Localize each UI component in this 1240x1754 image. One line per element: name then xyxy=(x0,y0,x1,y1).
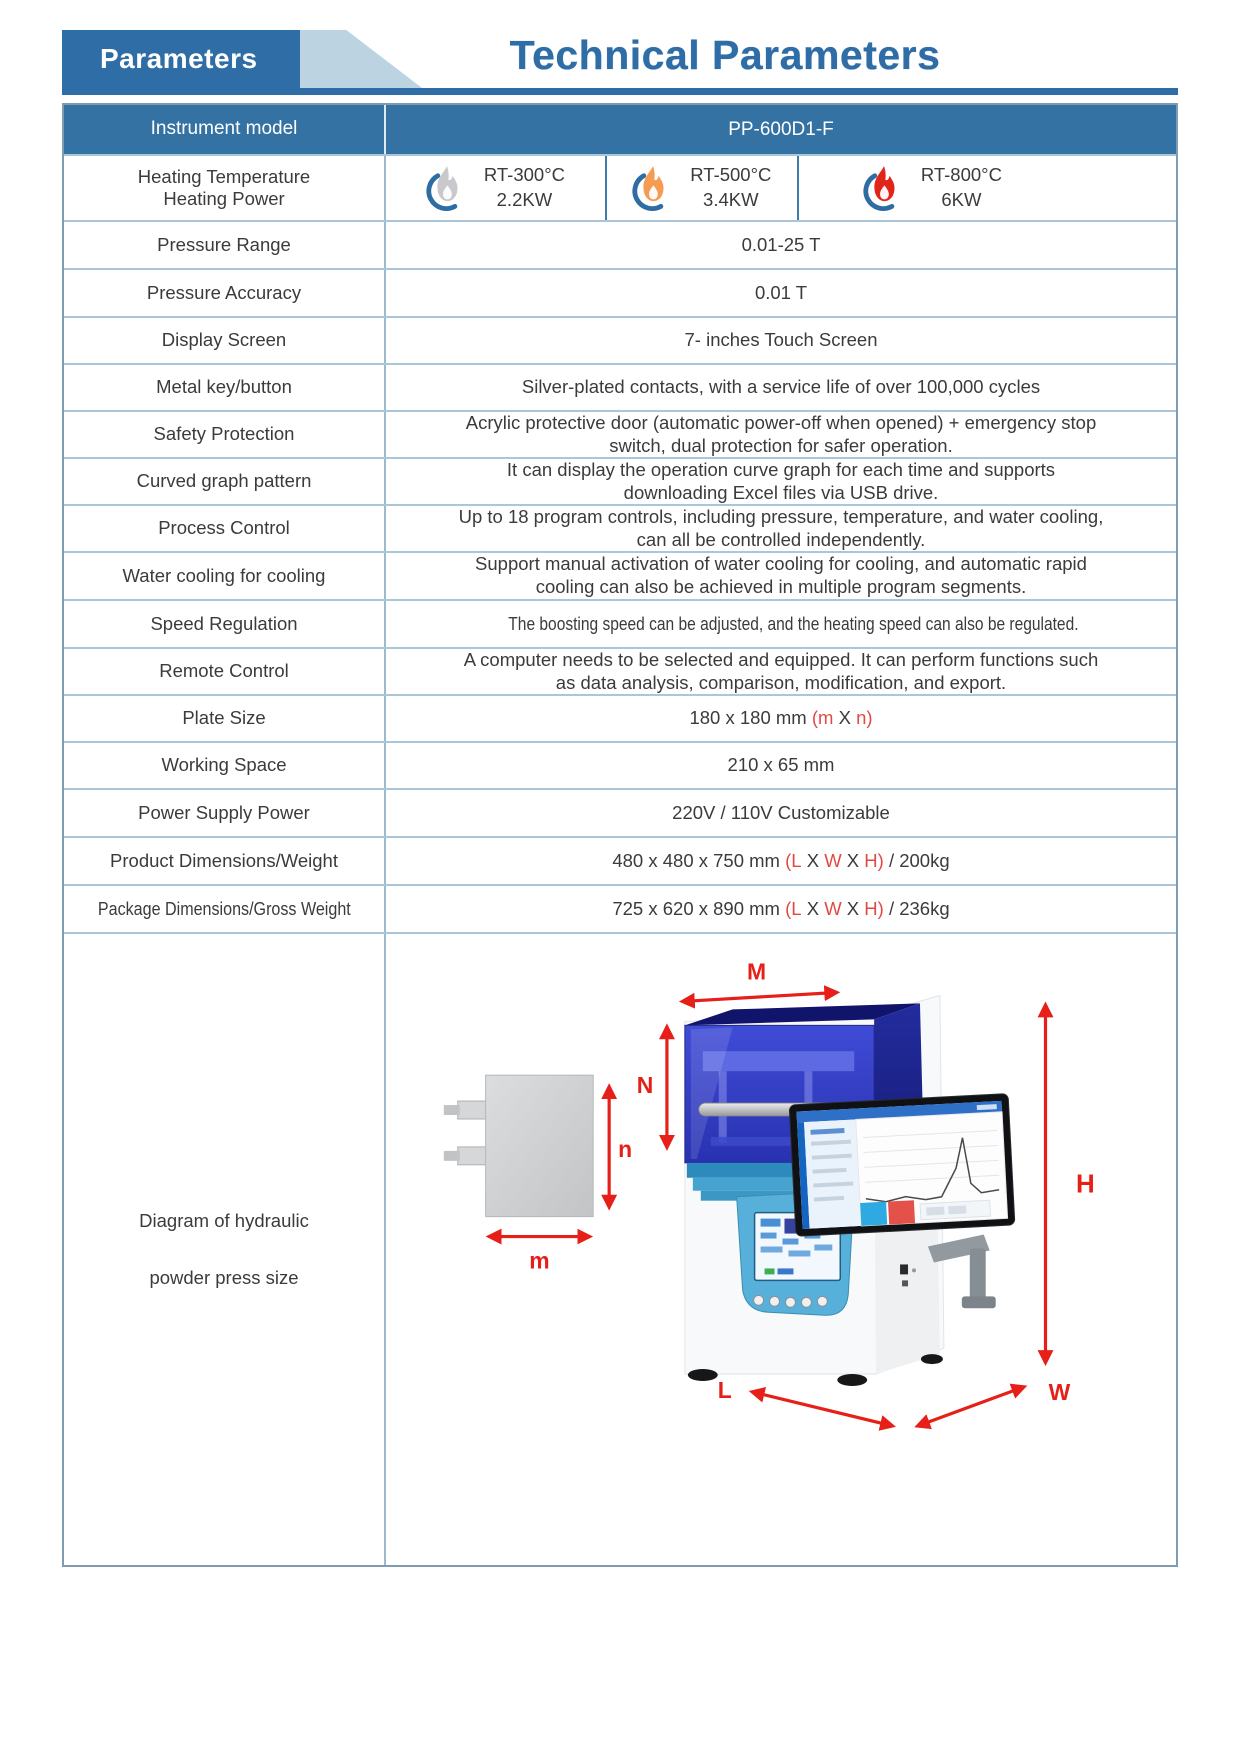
machine-foot xyxy=(837,1374,867,1386)
page-header xyxy=(62,0,1178,103)
heating-option-low xyxy=(386,156,605,220)
diagram-label-line2: powder press size xyxy=(149,1266,299,1288)
touchscreen-widget xyxy=(814,1245,832,1251)
row-value xyxy=(386,601,1201,647)
table-row xyxy=(64,410,1176,457)
table-row xyxy=(64,551,1176,599)
plate-illustration xyxy=(444,1075,593,1216)
heating-option-mid xyxy=(605,156,797,220)
row-value: 0.01-25 T xyxy=(741,233,821,255)
heating-options xyxy=(386,156,1176,220)
diagram-label-line1: Diagram of hydraulic xyxy=(139,1210,309,1232)
page-title: Technical Parameters xyxy=(509,32,941,78)
package-dims-numbers: 725 x 620 x 890 mm xyxy=(612,897,780,919)
touchscreen-widget xyxy=(788,1250,810,1256)
row-label: Pressure Accuracy xyxy=(64,270,386,316)
dim-arrow-w xyxy=(918,1387,1024,1426)
press-beam xyxy=(703,1051,854,1071)
plate-fitting-nub xyxy=(444,1105,460,1115)
dim-x: X xyxy=(846,849,860,871)
dim-label-n-upper: N xyxy=(636,1072,654,1099)
table-row-heating xyxy=(64,154,1176,220)
touchscreen-widget xyxy=(782,1239,798,1245)
row-label: Working Space xyxy=(64,743,386,788)
table-row xyxy=(64,599,1176,647)
panel-button xyxy=(754,1295,764,1305)
product-dims-value xyxy=(612,850,949,873)
titlebar-controls xyxy=(977,1104,997,1110)
dim-h: H) xyxy=(864,849,884,871)
heating-power: 6KW xyxy=(941,189,982,210)
row-label: Power Supply Power xyxy=(64,790,386,836)
heating-temp: RT-500°C xyxy=(690,164,772,186)
dim-label-n-lower: n xyxy=(618,1135,633,1162)
row-value: 220V / 110V Customizable xyxy=(672,801,890,823)
spec-table xyxy=(62,103,1178,1567)
dim-arrow-m-upper xyxy=(683,992,836,1001)
table-row-package-dimensions xyxy=(64,884,1176,932)
row-label: Pressure Range xyxy=(64,222,386,268)
touchscreen-widget xyxy=(761,1219,781,1227)
row-value: 0.01 T xyxy=(754,281,808,303)
row-value: Acrylic protective door (automatic power-off when opened) + emergency stop switch, dual protection for safer operation. xyxy=(465,411,1097,456)
plate-size-dims: 180 x 180 mm xyxy=(689,707,807,729)
machine-illustration xyxy=(685,995,1015,1386)
heating-label-line1: Heating Temperature xyxy=(137,165,311,187)
flame-gray-icon xyxy=(426,164,468,212)
row-label: Plate Size xyxy=(64,696,386,741)
row-label: Instrument model xyxy=(64,105,386,154)
heating-option-text xyxy=(484,163,565,213)
row-value: It can display the operation curve graph for each time and supports downloading Excel files via USB drive. xyxy=(506,458,1056,503)
monitor-arm-post xyxy=(970,1249,986,1303)
plate-fitting-nub xyxy=(444,1151,460,1161)
monitor-arm-base xyxy=(962,1296,996,1308)
model-value: PP-600D1-F xyxy=(728,118,834,140)
row-value xyxy=(386,838,1176,884)
row-value: 210 x 65 mm xyxy=(727,754,835,776)
dim-label-l: L xyxy=(717,1376,732,1403)
dim-l: (L xyxy=(785,849,802,871)
size-diagram xyxy=(386,934,1176,1565)
heating-power: 2.2KW xyxy=(496,189,553,210)
product-weight: / 200kg xyxy=(888,849,950,871)
heating-label-line2: Heating Power xyxy=(163,188,285,209)
dim-h: H) xyxy=(864,897,884,919)
table-row xyxy=(64,220,1176,268)
product-dims-numbers: 480 x 480 x 750 mm xyxy=(612,849,780,871)
table-row-diagram xyxy=(64,932,1176,1565)
plate-size-x: X xyxy=(838,707,851,729)
heating-power: 3.4KW xyxy=(703,189,759,210)
software-start-button xyxy=(860,1202,887,1226)
row-value-condensed: The boosting speed can be adjusted, and the heating speed can also be regulated. xyxy=(508,612,1079,634)
dim-l: (L xyxy=(785,897,802,919)
row-label: Remote Control xyxy=(64,649,386,694)
software-sidebar xyxy=(804,1119,861,1228)
dim-arrow-l xyxy=(753,1392,892,1426)
row-value xyxy=(386,886,1176,932)
row-value: Support manual activation of water cooling for cooling, and automatic rapid cooling can also be achieved in multiple program segments. xyxy=(475,553,1087,597)
row-label: Safety Protection xyxy=(64,412,386,457)
machine-foot xyxy=(688,1369,718,1381)
row-label: Water cooling for cooling xyxy=(64,553,386,599)
row-label: Curved graph pattern xyxy=(64,459,386,504)
touchscreen-widget xyxy=(778,1268,794,1274)
external-monitor xyxy=(789,1094,1015,1237)
table-row-plate-size xyxy=(64,694,1176,741)
panel-button xyxy=(785,1297,795,1307)
touchscreen-widget xyxy=(761,1233,777,1239)
parameters-banner xyxy=(62,30,300,88)
dim-x: X xyxy=(806,897,820,919)
power-port xyxy=(900,1264,908,1274)
header-rule xyxy=(62,88,1178,95)
heating-option-text xyxy=(921,163,1002,213)
row-label: Display Screen xyxy=(64,318,386,363)
heating-option-high xyxy=(797,156,1176,220)
table-row xyxy=(64,363,1176,410)
status-chip xyxy=(926,1207,944,1216)
heating-temp: RT-800°C xyxy=(920,164,1002,186)
banner-slant-decoration xyxy=(300,30,422,88)
touchscreen-widget xyxy=(765,1268,775,1274)
switch xyxy=(902,1280,908,1286)
software-stop-button xyxy=(888,1200,915,1224)
row-value xyxy=(386,696,1176,741)
row-label xyxy=(64,934,386,1565)
row-label: Product Dimensions/Weight xyxy=(64,838,386,884)
dim-w: W xyxy=(824,849,842,871)
row-label xyxy=(64,886,386,932)
machine-foot xyxy=(921,1354,943,1364)
package-dims-value xyxy=(612,898,949,921)
panel-button xyxy=(770,1296,780,1306)
table-row xyxy=(64,457,1176,504)
dim-label-m-upper: M xyxy=(747,958,767,985)
size-diagram-svg xyxy=(386,934,1176,1565)
table-row xyxy=(64,788,1176,836)
plate-size-n: n) xyxy=(856,707,873,729)
dim-x: X xyxy=(806,849,820,871)
flame-orange-icon xyxy=(632,164,674,212)
plate-fitting xyxy=(458,1101,488,1119)
plate-size-value xyxy=(689,707,872,730)
row-label: Process Control xyxy=(64,506,386,551)
status-chip xyxy=(948,1205,966,1214)
package-weight: / 236kg xyxy=(888,897,950,919)
row-label-condensed: Package Dimensions/Gross Weight xyxy=(97,897,351,919)
table-row xyxy=(64,268,1176,316)
dim-label-h: H xyxy=(1075,1170,1095,1199)
indicator-dot xyxy=(912,1268,916,1272)
parameters-banner-label: Parameters xyxy=(100,43,258,74)
table-row xyxy=(64,316,1176,363)
table-row xyxy=(64,647,1176,694)
row-label: Speed Regulation xyxy=(64,601,386,647)
row-label xyxy=(64,156,386,220)
dim-w: W xyxy=(824,897,842,919)
panel-button xyxy=(817,1296,827,1306)
row-value: A computer needs to be selected and equipped. It can perform functions such as data analysis, comparison, modification, and export. xyxy=(463,648,1099,693)
dim-label-m-lower: m xyxy=(529,1247,550,1274)
heating-temp: RT-300°C xyxy=(483,164,565,186)
table-row-product-dimensions xyxy=(64,836,1176,884)
table-row xyxy=(64,741,1176,788)
dim-label-w: W xyxy=(1048,1378,1071,1405)
row-value: Up to 18 program controls, including pressure, temperature, and water cooling, can all be controlled independently. xyxy=(458,505,1104,550)
panel-button xyxy=(801,1297,811,1307)
spec-sheet xyxy=(62,0,1178,1567)
dim-x: X xyxy=(846,897,860,919)
heating-plate xyxy=(486,1075,594,1216)
flame-red-icon xyxy=(863,164,905,212)
table-row-instrument-model xyxy=(64,105,1176,154)
plate-size-m: (m xyxy=(811,707,834,729)
touchscreen-widget xyxy=(761,1247,783,1253)
heating-option-text xyxy=(690,163,771,213)
row-value: 7- inches Touch Screen xyxy=(684,329,878,351)
plate-fitting xyxy=(458,1147,488,1165)
row-label: Metal key/button xyxy=(64,365,386,410)
table-row xyxy=(64,504,1176,551)
row-value: Silver-plated contacts, with a service life of over 100,000 cycles xyxy=(521,376,1041,398)
